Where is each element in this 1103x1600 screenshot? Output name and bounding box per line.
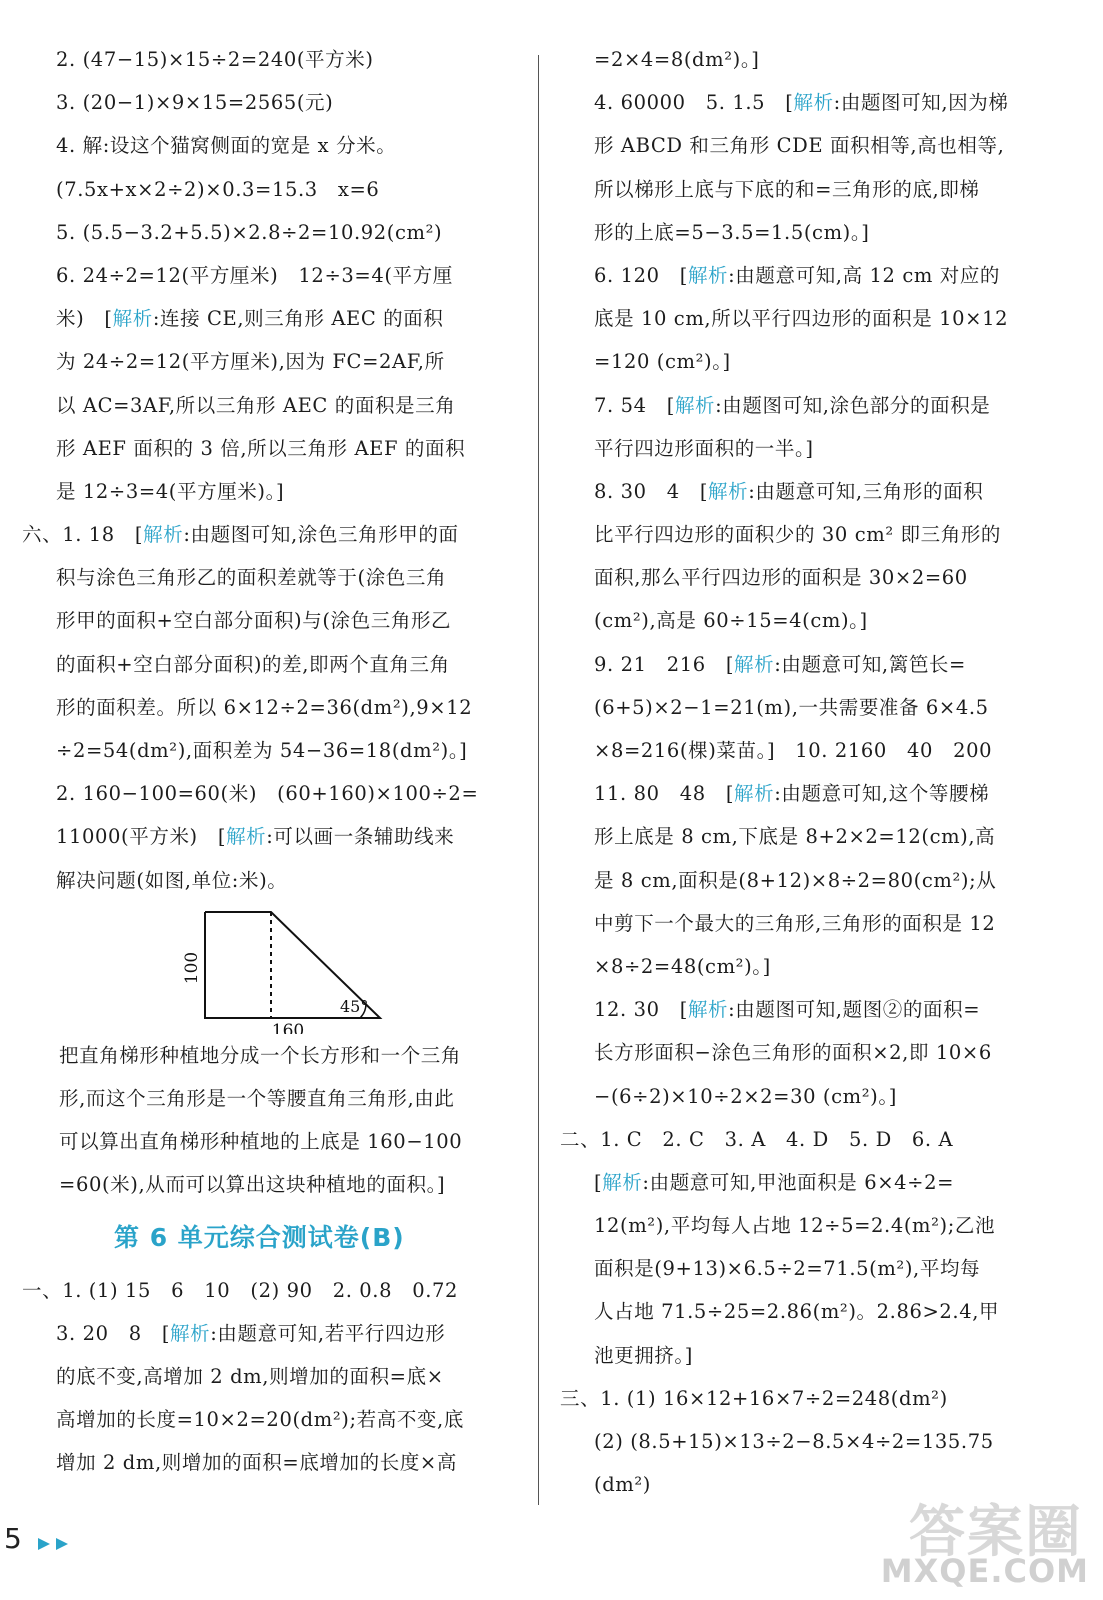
answer-line: −(6÷2)×10÷2×2=30 (cm²)。] (594, 1084, 897, 1108)
section-six-heading-line: 六、1. 18 [解析:由题图可知,涂色三角形甲的面 (22, 523, 459, 547)
answer-line: 面积是(9+13)×6.5÷2=71.5(m²),平均每 (594, 1257, 981, 1281)
angle-label: 45° (340, 996, 369, 1016)
answer-line: 3. (20−1)×9×15=2565(元) (56, 91, 334, 115)
answer-line: =2×4=8(dm²)。] (594, 48, 760, 71)
analysis-marker: 解析 (687, 263, 729, 287)
answer-line: 米) [解析:连接 CE,则三角形 AEC 的面积 (56, 307, 444, 331)
answer-line: (2) (8.5+15)×13÷2−8.5×4÷2=135.75 (594, 1430, 994, 1453)
analysis-marker: 解析 (734, 782, 775, 806)
answer-line: 的底不变,高增加 2 dm,则增加的面积=底× (56, 1364, 444, 1388)
answer-line: 形的面积差。所以 6×12÷2=36(dm²),9×12 (56, 695, 473, 719)
column-divider (538, 55, 539, 1505)
analysis-marker: 解析 (708, 479, 749, 503)
answer-line: 12(m²),平均每人占地 12÷5=2.4(m²);乙池 (594, 1214, 996, 1238)
base-label: 160 (271, 1020, 305, 1034)
answer-line: 形的上底=5−3.5=1.5(cm)。] (594, 220, 870, 244)
answer-line: 2. (47−15)×15÷2=240(平方米) (56, 48, 374, 71)
height-label: 100 (182, 951, 202, 984)
answer-line: 形,而这个三角形是一个等腰直角三角形,由此 (59, 1086, 455, 1110)
answer-line: ÷2=54(dm²),面积差为 54−36=18(dm²)。] (56, 739, 468, 762)
answer-line: ×8=216(棵)菜苗。] 10. 2160 40 200 (594, 739, 993, 762)
left-column (22, 38, 522, 1484)
analysis-marker: 解析 (687, 998, 729, 1022)
answer-line: 6. 120 [解析:由题意可知,高 12 cm 对应的 (594, 263, 1001, 287)
analysis-marker: 解析 (143, 523, 184, 547)
watermark-logo (880, 1488, 1095, 1598)
answer-line: 形 ABCD 和三角形 CDE 面积相等,高也相等, (594, 134, 1005, 158)
answer-line: 中剪下一个最大的三角形,三角形的面积是 12 (594, 911, 996, 935)
answer-line: 的面积+空白部分面积)的差,即两个直角三角 (56, 652, 450, 676)
answer-line: 高增加的长度=10×2=20(dm²);若高不变,底 (56, 1408, 464, 1432)
answer-line: 积与涂色三角形乙的面积差就等于(涂色三角 (56, 566, 447, 590)
section-two-heading-line: 二、1. C 2. C 3. A 4. D 5. D 6. A (560, 1127, 954, 1151)
double-arrow-icon (36, 1536, 76, 1552)
answer-line: 8. 30 4 [解析:由题意可知,三角形的面积 (594, 479, 984, 503)
trapezoid-figure (22, 902, 522, 1034)
answer-line: 人占地 71.5÷25=2.86(m²)。2.86>2.4,甲 (594, 1300, 1000, 1324)
trapezoid-diagram (22, 902, 522, 1034)
section-one-heading-line: 一、1. (1) 15 6 10 (2) 90 2. 0.8 0.72 (22, 1278, 459, 1302)
answer-line: 形 AEF 面积的 3 倍,所以三角形 AEF 的面积 (56, 436, 466, 460)
answer-line: 形上底是 8 cm,下底是 8+2×2=12(cm),高 (594, 825, 996, 849)
page-number: 5 (4, 1522, 22, 1555)
right-column (560, 38, 1080, 1506)
answer-line: (cm²),高是 60÷15=4(cm)。] (594, 609, 868, 633)
answer-line: 把直角梯形种植地分成一个长方形和一个三角 (59, 1043, 462, 1067)
answer-line: 3. 20 8 [解析:由题意可知,若平行四边形 (56, 1321, 446, 1345)
answer-line: 解决问题(如图,单位:米)。 (56, 868, 288, 892)
analysis-marker: 解析 (112, 307, 153, 331)
answer-line: 可以算出直角梯形种植地的上底是 160−100 (59, 1130, 463, 1154)
analysis-marker: 解析 (734, 652, 775, 676)
answer-line: 2. 160−100=60(米) (60+160)×100÷2= (56, 782, 479, 806)
answer-line: 9. 21 216 [解析:由题意可知,篱笆长= (594, 652, 966, 676)
answer-line: 长方形面积−涂色三角形的面积×2,即 10×6 (594, 1041, 992, 1065)
answer-line: ×8÷2=48(cm²)。] (594, 954, 771, 978)
analysis-marker: 解析 (170, 1321, 211, 1345)
answer-line: 是 12÷3=4(平方厘米)。] (56, 479, 285, 503)
answer-line: 11000(平方米) [解析:可以画一条辅助线来 (56, 825, 455, 849)
answer-line: 以 AC=3AF,所以三角形 AEC 的面积是三角 (56, 393, 456, 417)
answer-line: =120 (cm²)。] (594, 350, 731, 374)
answer-line: =60(米),从而可以算出这块种植地的面积。] (59, 1173, 446, 1197)
answer-line: 11. 80 48 [解析:由题意可知,这个等腰梯 (594, 782, 990, 806)
answer-line: (6+5)×2−1=21(m),一共需要准备 6×4.5 (594, 695, 989, 719)
answer-line: 12. 30 [解析:由题图可知,题图②的面积= (594, 998, 981, 1022)
answer-line: 形甲的面积+空白部分面积)与(涂色三角形乙 (56, 609, 452, 633)
answer-line: 7. 54 [解析:由题图可知,涂色部分的面积是 (594, 393, 991, 417)
watermark-en: MXQE.COM (880, 1552, 1089, 1590)
answer-line: 4. 60000 5. 1.5 [解析:由题图可知,因为梯 (594, 91, 1009, 115)
watermark-cn: 答案圈 (909, 1500, 1083, 1565)
answer-line: 池更拥挤。] (594, 1343, 693, 1367)
analysis-marker: 解析 (793, 91, 834, 115)
answer-line: 平行四边形面积的一半。] (594, 436, 814, 460)
answer-line: (7.5x+x×2÷2)×0.3=15.3 x=6 (56, 177, 380, 201)
answer-line: [解析:由题意可知,甲池面积是 6×4÷2= (594, 1170, 955, 1194)
section-three-heading-line: 三、1. (1) 16×12+16×7÷2=248(dm²) (560, 1386, 948, 1410)
analysis-marker: 解析 (226, 825, 267, 849)
answer-line: 增加 2 dm,则增加的面积=底增加的长度×高 (56, 1451, 457, 1475)
answer-line: 为 24÷2=12(平方厘米),因为 FC=2AF,所 (56, 350, 445, 374)
answer-line: 6. 24÷2=12(平方厘米) 12÷3=4(平方厘 (56, 263, 453, 287)
answer-line: (dm²) (594, 1473, 652, 1497)
answer-line: 比平行四边形的面积少的 30 cm² 即三角形的 (594, 523, 1002, 547)
answer-line: 面积,那么平行四边形的面积是 30×2=60 (594, 566, 968, 590)
answer-line: 4. 解:设这个猫窝侧面的宽是 x 分米。 (56, 134, 397, 158)
section-title: 第 6 单元综合测试卷(B) (114, 1222, 405, 1252)
analysis-marker: 解析 (602, 1170, 643, 1194)
answer-line: 所以梯形上底与下底的和=三角形的底,即梯 (594, 177, 980, 201)
answer-line: 是 8 cm,面积是(8+12)×8÷2=80(cm²);从 (594, 868, 997, 892)
analysis-marker: 解析 (674, 393, 716, 417)
answer-line: 底是 10 cm,所以平行四边形的面积是 10×12 (594, 307, 1009, 331)
answer-line: 5. (5.5−3.2+5.5)×2.8÷2=10.92(cm²) (56, 220, 443, 244)
